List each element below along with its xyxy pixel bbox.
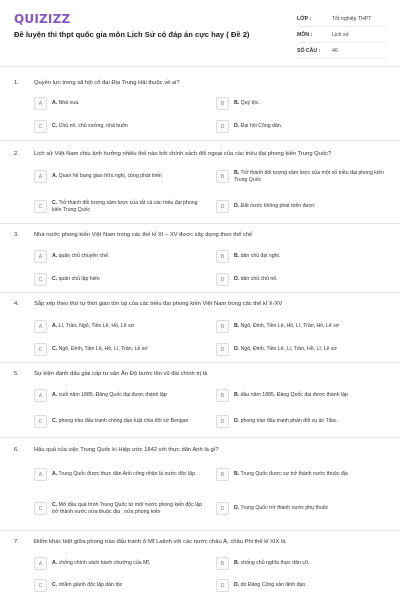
option-prefix: B. — [234, 170, 240, 176]
option-letter: A — [34, 389, 47, 402]
option-text — [52, 323, 134, 330]
meta-label-count: SỐ CÂU : — [297, 47, 321, 54]
option-prefix: B. — [234, 560, 240, 567]
option-a[interactable] — [34, 557, 204, 570]
option-text — [234, 392, 348, 399]
question-divider — [0, 437, 400, 438]
option-text — [52, 471, 196, 478]
option-letter: A — [34, 250, 47, 263]
option-c[interactable] — [34, 120, 204, 133]
option-body: Trở thành đối tượng xâm lược của tất cả các triều đại phong kiến Trung Quốc — [52, 200, 198, 213]
option-text — [234, 170, 388, 184]
option-d[interactable] — [216, 502, 388, 515]
option-b[interactable] — [216, 97, 388, 110]
option-body: chống chính sách bành chướng của Mĩ. — [58, 560, 151, 567]
option-d[interactable] — [216, 343, 388, 356]
option-body: nhằm giành độc lập dân tộc — [58, 582, 123, 589]
option-d[interactable] — [216, 415, 388, 428]
option-body: Trung Quốc trở thành nước phụ thuộc — [240, 505, 329, 512]
meta-value-subject: Lịch sử — [332, 31, 350, 38]
question-divider — [0, 362, 400, 363]
question-text: Hậu quả của việc Trung Quốc kí Hiệp ước 1842 với thực dân Anh là gì? — [34, 447, 219, 453]
option-letter: C — [34, 415, 47, 428]
question-text: Quyền lực trong xã hội cổ đại Địa Trung Hải thuộc về ai? — [34, 80, 180, 86]
option-prefix: D. — [234, 346, 240, 353]
option-a[interactable] — [34, 97, 204, 110]
option-prefix: D. — [234, 203, 240, 210]
option-prefix: A. — [52, 392, 58, 399]
option-body: Đất nước không phát triển được — [240, 203, 315, 210]
header-divider — [0, 66, 400, 67]
option-text — [234, 505, 328, 512]
option-body: Ngô, Đinh, Tiền Lê, Hồ, Lí, Trần, Lê sơ — [58, 346, 148, 353]
option-prefix: B. — [234, 471, 240, 478]
option-letter: B — [216, 468, 229, 481]
option-letter: D — [216, 343, 229, 356]
meta-label-subject: MÔN : — [297, 31, 313, 38]
option-text — [52, 502, 204, 516]
question-text: Lịch sử Việt Nam chịu ảnh hưởng nhiều thế nào bởi chính sách đối ngoại của các triều đại phong kiến Trung Quốc? — [34, 151, 332, 157]
option-letter: A — [34, 170, 47, 183]
option-letter: B — [216, 97, 229, 110]
worksheet-header — [0, 0, 400, 62]
option-text — [52, 418, 188, 425]
option-c[interactable] — [34, 200, 204, 214]
option-letter: D — [216, 120, 229, 133]
option-body: quân chủ lập hiến — [58, 276, 100, 283]
option-text — [234, 346, 337, 353]
option-prefix: B. — [234, 100, 240, 107]
meta-label-grade: LỚP : — [297, 15, 312, 22]
option-text — [52, 276, 100, 283]
option-d[interactable] — [216, 273, 388, 286]
option-letter: B — [216, 557, 229, 570]
option-prefix: C. — [52, 418, 58, 425]
option-letter: B — [216, 250, 229, 263]
option-body: Trở thành đối tượng xâm lược của một số triều đại phong kiến Trung Quốc — [234, 170, 384, 183]
option-b[interactable] — [216, 468, 388, 481]
option-prefix: A. — [52, 560, 58, 567]
option-b[interactable] — [216, 320, 388, 333]
option-text — [52, 582, 122, 589]
option-text — [234, 560, 309, 567]
option-prefix: B. — [234, 323, 240, 330]
option-body: chống chủ nghĩa thực dân cũ. — [240, 560, 310, 567]
option-a[interactable] — [34, 389, 204, 402]
quizizz-logo: QUIZIZZ — [14, 12, 71, 26]
option-text — [234, 418, 338, 425]
option-text — [52, 173, 162, 180]
option-text — [52, 253, 109, 260]
option-b[interactable] — [216, 250, 388, 263]
option-body: Mở đầu quá trình Trung Quốc từ một nước phong kiến độc lập trở thành nước nửa thuộc địa , nửa phong kiến — [52, 502, 203, 515]
question-number: 4. — [14, 301, 19, 307]
option-letter: B — [216, 170, 229, 183]
option-prefix: D. — [234, 276, 240, 283]
option-prefix: A. — [52, 471, 58, 478]
option-body: Chủ nô, chủ xưởng, nhà buôn — [58, 123, 128, 130]
option-d[interactable] — [216, 579, 388, 592]
option-letter: C — [34, 200, 47, 213]
option-body: quân chủ chuyên chế. — [58, 253, 110, 260]
question-number: 6. — [14, 447, 19, 453]
option-prefix: D. — [234, 582, 240, 589]
option-text — [234, 276, 278, 283]
option-a[interactable] — [34, 468, 204, 481]
option-letter: D — [216, 502, 229, 515]
option-letter: A — [34, 320, 47, 333]
option-body: Quý tộc. — [240, 100, 260, 107]
question-number: 1. — [14, 80, 19, 86]
option-text — [234, 253, 280, 260]
meta-row-grade — [297, 11, 387, 27]
option-prefix: A. — [52, 100, 58, 107]
meta-row-subject — [297, 27, 387, 43]
option-letter: C — [34, 502, 47, 515]
worksheet-meta — [297, 11, 387, 59]
option-prefix: A. — [52, 173, 58, 180]
option-prefix: C. — [52, 276, 58, 283]
option-body: Đại hội Công dân. — [240, 123, 283, 130]
option-text — [52, 560, 150, 567]
question-divider — [0, 140, 400, 141]
option-letter: D — [216, 273, 229, 286]
option-b[interactable] — [216, 170, 388, 184]
option-letter: A — [34, 557, 47, 570]
meta-value-count: 40 — [332, 47, 338, 54]
option-c[interactable] — [34, 415, 204, 428]
option-body: đầu năm 1885, Đảng Quốc đại được thành lập — [240, 392, 348, 399]
option-letter: B — [216, 389, 229, 402]
option-prefix: D. — [234, 505, 240, 512]
option-body: Lí, Trần, Ngô, Tiền Lê, Hồ, Lê sơ — [58, 323, 135, 330]
option-body: dân chủ đại nghị. — [240, 253, 281, 260]
option-letter: B — [216, 320, 229, 333]
option-prefix: C. — [52, 123, 58, 130]
option-prefix: B. — [234, 392, 240, 399]
option-prefix: A. — [52, 323, 58, 330]
option-text — [52, 200, 204, 214]
option-c[interactable] — [34, 579, 204, 592]
question-number: 5. — [14, 371, 19, 377]
option-prefix: B. — [234, 253, 240, 260]
meta-row-count — [297, 43, 387, 59]
option-body: Nhà vua. — [58, 100, 80, 107]
option-c[interactable] — [34, 502, 204, 516]
option-letter: C — [34, 579, 47, 592]
option-text — [234, 123, 282, 130]
option-prefix: C. — [52, 502, 58, 508]
option-text — [52, 346, 148, 353]
option-prefix: C. — [52, 346, 58, 353]
option-a[interactable] — [34, 320, 204, 333]
option-body: phong trào đấu tranh phản đối vụ án Tilac. — [240, 418, 338, 425]
option-letter: C — [34, 343, 47, 356]
option-text — [52, 392, 167, 399]
question-text: Điểm khác biệt giữa phong trào đấu tranh ở Mĩ Latinh với các nước châu Á, châu Phi thế kỉ XIX là — [34, 539, 286, 545]
option-body: cuối năm 1885, Đảng Quốc đại được thành lập — [58, 392, 167, 399]
option-body: dân chủ chủ nô. — [240, 276, 278, 283]
option-a[interactable] — [34, 250, 204, 263]
question-text: Sự kiện đánh dấu giai cấp tư sản Ấn Độ bước lên vũ đài chính trị là — [34, 371, 208, 377]
question-number: 3. — [14, 232, 19, 238]
option-text — [234, 323, 339, 330]
option-body: phong trào đấu tranh chống đạo luật chia đôi xứ Bengan — [58, 418, 189, 425]
question-number: 7. — [14, 539, 19, 545]
question-text: Sắp xếp theo thứ tự thời gian tồn tại của các triều đại phong kiến Việt Nam trong các thế kỉ X-XV — [34, 301, 283, 307]
option-letter: D — [216, 415, 229, 428]
option-text — [52, 123, 128, 130]
option-body: Quan hệ bang giao hữu nghị, cùng phát triển — [58, 173, 162, 180]
option-letter: C — [34, 120, 47, 133]
option-b[interactable] — [216, 557, 388, 570]
question-divider — [0, 292, 400, 293]
question-text: Nhà nước phong kiến Việt Nam trong các thế kỉ XI – XV được xây dựng theo thể chế — [34, 232, 253, 238]
option-letter: C — [34, 273, 47, 286]
option-letter: D — [216, 200, 229, 213]
question-number: 2. — [14, 151, 19, 157]
option-c[interactable] — [34, 273, 204, 286]
option-text — [234, 203, 315, 210]
option-text — [52, 100, 79, 107]
option-text — [234, 582, 307, 589]
option-letter: A — [34, 97, 47, 110]
option-b[interactable] — [216, 389, 388, 402]
option-body: do Đảng Cộng sản lãnh đạo. — [240, 582, 307, 589]
option-prefix: C. — [52, 200, 58, 206]
option-body: Trung Quốc được thực dân Anh công nhận là nước độc lập. — [58, 471, 197, 478]
option-text — [234, 471, 348, 478]
option-prefix: D. — [234, 418, 240, 425]
worksheet-title: Đề luyện thi thpt quốc gia môn Lịch Sử có đáp án cực hay ( Đề 2) — [14, 30, 250, 39]
option-body: Ngô, Đinh, Tiền Lê, Lí, Trần, Hồ, Lí, Lê sơ — [240, 346, 337, 353]
option-a[interactable] — [34, 170, 204, 183]
option-body: Ngô, Đinh, Tiền Lê, Hồ, Lí, Trần, Hồ, Lê sơ — [240, 323, 340, 330]
option-text — [234, 100, 260, 107]
option-prefix: C. — [52, 582, 58, 589]
meta-value-grade: Tốt nghiệp THPT — [332, 15, 372, 22]
option-body: Trung Quốc được sự trở thành nước thuộc địa — [240, 471, 348, 478]
question-divider — [0, 223, 400, 224]
option-d[interactable] — [216, 200, 388, 213]
option-c[interactable] — [34, 343, 204, 356]
option-d[interactable] — [216, 120, 388, 133]
option-prefix: D. — [234, 123, 240, 130]
option-letter: A — [34, 468, 47, 481]
option-letter: D — [216, 579, 229, 592]
option-prefix: A. — [52, 253, 58, 260]
question-divider — [0, 530, 400, 531]
